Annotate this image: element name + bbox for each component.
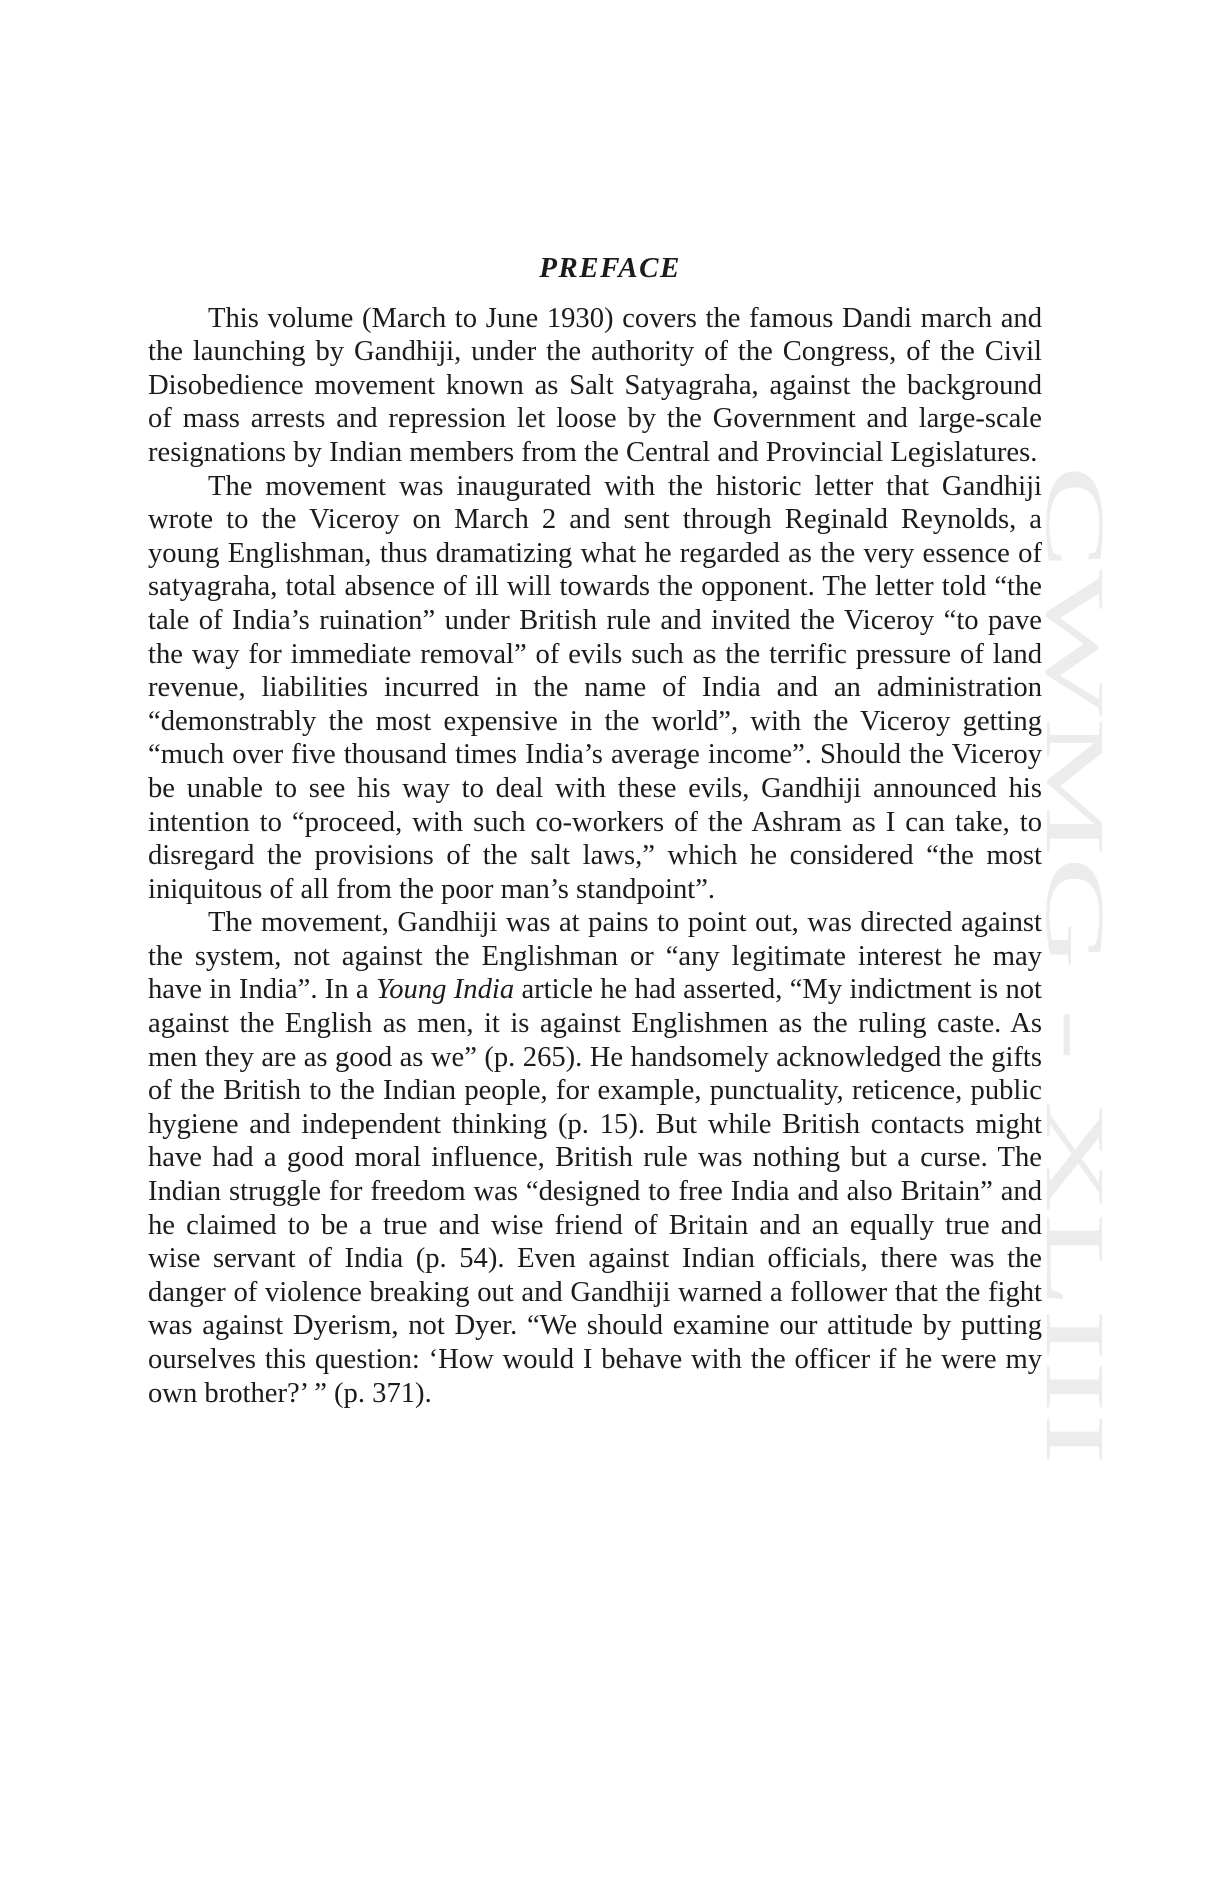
paragraph-2-text: The movement was inaugurated with the historic letter that Gandhiji wrote to the Viceroy on March 2 and sent through Reginald Reynolds, a young Englishman, thus dramatizing what he regarded as the very essence of satyagraha, total absence of ill will towards the opponent. The letter told “the tale of India’s ruination” under British rule and invited the Viceroy “to pave the way for immediate removal” of evils such as the terrific pressure of land revenue, liabilities incurred in the name of India and an administration “demonstrably the most expensive in the world”, with the Viceroy getting “much over five thousand times India’s average income”. Should the Viceroy be unable to see his way to deal with these evils, Gandhiji announced his intention to “proceed, with such co-workers of the Ashram as I can take, to disregard the provisions of the salt laws,” which he considered “the most iniquitous of all from the poor man’s standpoint”.: [148, 470, 1042, 905]
paragraph-3: [148, 906, 1042, 1410]
paragraph-1: [148, 302, 1042, 470]
paragraph-3-text-b: article he had asserted, “My indictment is not against the English as men, it is against Englishmen as the ruling caste. As men they are as good as we” (p. 265). He handsomely acknowledged the gifts of the British to the Indian people, for example, punctuality, reticence, public hygiene and independent thinking (p. 15). But while British contacts might have had a good moral influence, British rule was nothing but a curse. The Indian struggle for freedom was “designed to free India and also Britain” and he claimed to be a true and wise friend of Britain and an equally true and wise servant of India (p. 54). Even against Indian officials, there was the danger of violence breaking out and Gandhiji warned a follower that the fight was against Dyerism, not Dyer. “We should examine our attitude by putting ourselves this question: ‘How would I behave with the officer if he were my own brother?’ ” (p. 371).: [148, 974, 1042, 1409]
young-india-title: Young India: [375, 974, 515, 1006]
preface-content: [148, 252, 1042, 1410]
paragraph-2: [148, 470, 1042, 907]
page-title: PREFACE: [539, 252, 681, 284]
paragraph-1-text: This volume (March to June 1930) covers the famous Dandi march and the launching by Gandhiji, under the authority of the Congress, of the Civil Disobedience movement known as Salt Satyagraha, against the background of mass arrests and repression let loose by the Government and large-scale resignations by Indian members from the Central and Provincial Legislatures.: [148, 302, 1042, 468]
paragraph-3-text-a: The movement, Gandhiji was at pains to point out, was directed against the system, not against the Englishman or “any legitimate interest he may have in India”. In a: [148, 907, 1042, 1006]
watermark-text: CWMG - XLIII: [1028, 465, 1121, 1002]
